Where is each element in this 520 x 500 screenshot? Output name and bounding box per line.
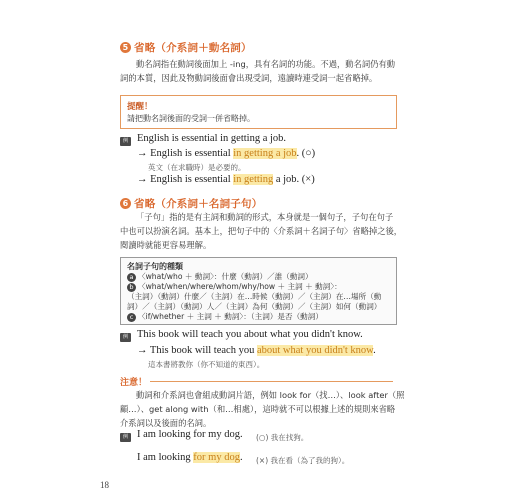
example-3-badge: 例 [120, 433, 131, 442]
example-1-translation: 英文（在求職時）是必要的。 [148, 163, 246, 172]
clause-type-c [127, 311, 323, 323]
clause-type-a-label: a [127, 273, 136, 282]
section-6-para-line-1: 「子句」指的是有主詞和動詞的形式，本身就是一個句子，子句在句子 [136, 212, 394, 222]
section-6-title [120, 196, 262, 211]
section-5-paragraph [120, 57, 415, 85]
example-3-sentence-2-highlight: for my dog [193, 452, 240, 463]
clause-types-box [120, 257, 397, 325]
attention-para-line-1: 動詞和介系詞也會組成動詞片語，例如 look for（找…）、look after（照 [136, 390, 405, 400]
section-6-title-text: 省略（介系詞＋名詞子句） [134, 198, 263, 210]
section-6-para-line-3: 閱讀時就能更容易理解。 [120, 240, 212, 250]
example-1-correct [137, 148, 315, 159]
attention-para-line-2: 顧…）、get along with（和…相處），這時就不可以根據上述的規則來省略 [120, 404, 396, 414]
section-5-title [120, 40, 252, 55]
example-2-reduced-post: . [373, 345, 376, 356]
example-2-reduced-highlight: about what you didn't know [256, 345, 374, 356]
example-3-sentence-2 [137, 452, 243, 463]
reminder-text: 請把動名詞後面的受詞一併省略掉。 [127, 114, 255, 123]
example-3-sentence-1 [137, 429, 243, 440]
section-5-number: 5 [120, 42, 131, 53]
attention-divider [150, 381, 393, 382]
example-2-badge: 例 [120, 333, 131, 342]
example-1-correct-highlight: in getting a job [233, 148, 297, 159]
example-2-translation: 這本書將教你（你不知道的東西）。 [148, 360, 265, 369]
example-2-reduced-pre: → This book will teach you [137, 345, 257, 356]
example-3-comment-1: (○) 我在找狗。 [256, 433, 309, 442]
example-3-sentence-2-post: . [239, 452, 243, 463]
section-5-title-text: 省略（介系詞＋動名詞） [134, 42, 252, 54]
example-3-sentence-1-text: I am looking for my dog. [137, 429, 243, 440]
example-1-wrong [137, 174, 315, 185]
clause-type-b-text: 〈what/when/where/whom/why/how ＋ 主詞 ＋ 動詞〉： [138, 282, 342, 291]
attention-para-line-3: 介系詞以及後面的名詞。 [120, 418, 212, 428]
example-1-wrong-highlight: in getting [233, 174, 274, 185]
example-1-sentence: English is essential in getting a job. [137, 133, 287, 144]
example-3-sentence-2-pre: I am looking [137, 452, 194, 463]
example-1-correct-post: . (○) [296, 148, 316, 159]
clause-type-b-label: b [127, 283, 136, 292]
section-6-number: 6 [120, 198, 131, 209]
example-1-wrong-pre: → English is essential [137, 174, 234, 185]
example-1-wrong-post: a job. (×) [273, 174, 315, 185]
clause-type-b-line-2: （主詞）（動詞）什麼／（主詞）在…時候（動詞）／（主詞）在…場所（動 [127, 292, 382, 301]
section-5-para-line-1: 動名詞指在動詞後面加上 -ing，具有名詞的功能。不過，動名詞仍有動 [136, 59, 396, 69]
example-2-reduced [137, 345, 376, 356]
page-number: 18 [100, 480, 109, 490]
clause-types-title: 名詞子句的種類 [127, 262, 183, 271]
attention-label: 注意！ [120, 378, 148, 388]
reminder-box [120, 95, 397, 129]
attention-paragraph [120, 388, 420, 430]
example-1-correct-pre: → English is essential [137, 148, 234, 159]
section-6-para-line-2: 中也可以扮演名詞。基本上，把句子中的〈介系詞＋名詞子句〉省略掉之後， [120, 226, 403, 236]
example-1-badge: 例 [120, 137, 131, 146]
example-2-sentence: This book will teach you about what you didn't know. [137, 329, 363, 340]
section-5-para-line-2: 詞的本質，因此及物動詞後面會出現受詞，遠讀時連受詞一起省略掉。 [120, 73, 378, 83]
reminder-tag: 提醒！ [127, 102, 153, 112]
example-3-comment-2: (×) 我在看（為了我的狗）。 [256, 456, 350, 465]
clause-type-b-line-3: 詞）／（主詞）（動詞）人／（主詞）為何（動詞）／（主詞）如何（動詞） [127, 302, 382, 311]
clause-type-c-label: c [127, 313, 136, 322]
section-6-paragraph [120, 210, 420, 252]
clause-type-a-text: 〈what/who ＋ 動詞〉：什麼（動詞）／誰（動詞） [138, 272, 313, 281]
clause-type-c-text: 〈if/whether ＋ 主詞 ＋ 動詞〉：（主詞）是否（動詞） [138, 312, 323, 321]
